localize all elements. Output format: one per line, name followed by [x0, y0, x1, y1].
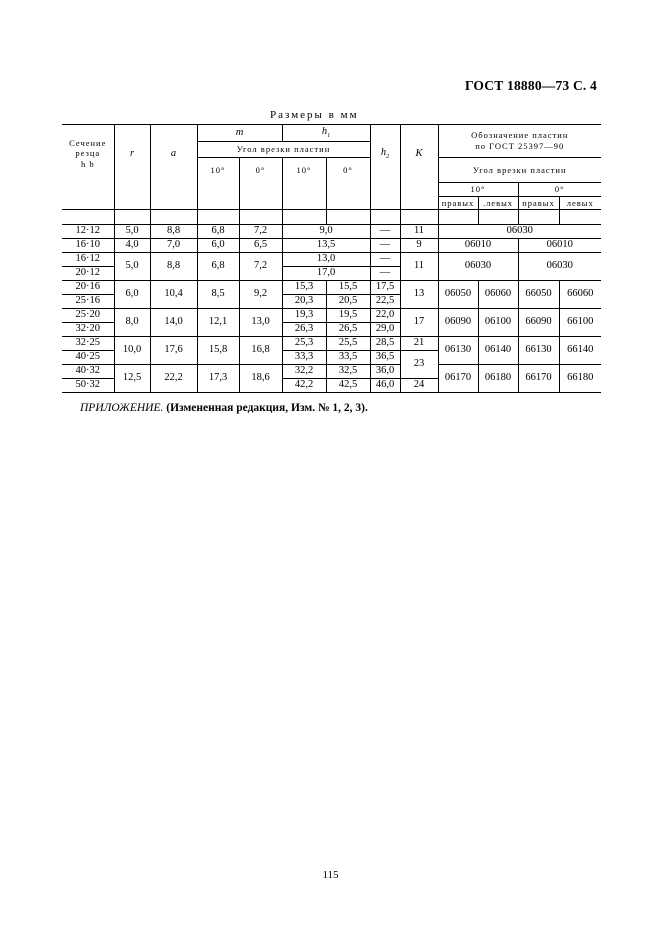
header-des-right2: правых	[518, 197, 559, 210]
page-number: 115	[322, 869, 339, 881]
header-m: m	[197, 125, 282, 142]
cell-k: 23	[400, 351, 438, 379]
table-row	[62, 239, 601, 253]
cell-h2: —	[370, 253, 400, 267]
header-angle: Угол врезки пластин	[197, 142, 370, 158]
cell-section: 20·16	[62, 281, 114, 295]
cell-des-d: 66180	[559, 365, 601, 393]
cell-des-d: 66060	[559, 281, 601, 309]
cell-a: 17,6	[150, 337, 197, 365]
cell-r: 5,0	[114, 253, 150, 281]
cell-des-a: 06050	[438, 281, 478, 309]
cell-des-a: 06170	[438, 365, 478, 393]
cell-section: 32·20	[62, 323, 114, 337]
cell-h1-10: 26,3	[282, 323, 326, 337]
cell-h2: 29,0	[370, 323, 400, 337]
cell-section: 25·20	[62, 309, 114, 323]
cell-r: 6,0	[114, 281, 150, 309]
header-des-10: 10°	[438, 183, 518, 197]
cell-a: 8,8	[150, 225, 197, 239]
cell-h2: 46,0	[370, 379, 400, 393]
table-row	[62, 365, 601, 379]
cell-section: 40·32	[62, 365, 114, 379]
cell-m0: 18,6	[239, 365, 282, 393]
header-h1: $h_1$	[282, 125, 370, 142]
cell-des-c: 66130	[518, 337, 559, 365]
header-r: r	[114, 125, 150, 183]
cell-h1-10: 42,2	[282, 379, 326, 393]
header-m-10: 10°	[197, 158, 239, 183]
header-k: K	[400, 125, 438, 183]
cell-h2: 36,5	[370, 351, 400, 365]
cell-h1: 9,0	[282, 225, 370, 239]
table-caption: Размеры в мм	[270, 109, 359, 121]
header-h1-10: 10°	[282, 158, 326, 183]
table-row	[62, 337, 601, 351]
cell-h2: —	[370, 267, 400, 281]
cell-r: 5,0	[114, 225, 150, 239]
cell-m0: 9,2	[239, 281, 282, 309]
cell-a: 8,8	[150, 253, 197, 281]
header-des-right: правых	[438, 197, 478, 210]
header-h2: $h_2$	[370, 125, 400, 183]
cell-section: 16·12	[62, 253, 114, 267]
cell-a: 22,2	[150, 365, 197, 393]
header-des-0: 0°	[518, 183, 601, 197]
cell-des-b: 06140	[478, 337, 518, 365]
cell-des-c: 66090	[518, 309, 559, 337]
cell-des-a: 06090	[438, 309, 478, 337]
cell-k: 9	[400, 239, 438, 253]
cell-h1: 13,0	[282, 253, 370, 267]
cell-designation: 06030	[438, 225, 601, 239]
cell-section: 16·10	[62, 239, 114, 253]
cell-des-b: 06060	[478, 281, 518, 309]
cell-h1: 13,5	[282, 239, 370, 253]
cell-h1-0: 32,5	[326, 365, 370, 379]
cell-h2: 36,0	[370, 365, 400, 379]
cell-des-a: 06130	[438, 337, 478, 365]
cell-section: 50·32	[62, 379, 114, 393]
header-a: a	[150, 125, 197, 183]
cell-h2: 22,0	[370, 309, 400, 323]
cell-h2: —	[370, 239, 400, 253]
cell-m0: 13,0	[239, 309, 282, 337]
cell-designation: 06010	[438, 239, 518, 253]
table-row	[62, 281, 601, 295]
cell-section: 12·12	[62, 225, 114, 239]
cell-des-c: 66170	[518, 365, 559, 393]
cell-r: 4,0	[114, 239, 150, 253]
cell-designation: 06030	[438, 253, 518, 281]
cell-m10: 12,1	[197, 309, 239, 337]
cell-r: 10,0	[114, 337, 150, 365]
cell-h1-10: 19,3	[282, 309, 326, 323]
cell-m10: 6,8	[197, 253, 239, 281]
cell-h1-10: 20,3	[282, 295, 326, 309]
table-row	[62, 225, 601, 239]
cell-r: 12,5	[114, 365, 150, 393]
appendix-note: ПРИЛОЖЕНИЕ. (Измененная редакция, Изм. № 1, 2, 3).	[80, 402, 368, 414]
cell-des-b: 06100	[478, 309, 518, 337]
cell-r: 8,0	[114, 309, 150, 337]
cell-h1-0: 42,5	[326, 379, 370, 393]
cell-h1-0: 19,5	[326, 309, 370, 323]
cell-h1-10: 32,2	[282, 365, 326, 379]
cell-h2: 28,5	[370, 337, 400, 351]
cell-h1-10: 25,3	[282, 337, 326, 351]
cell-designation: 06010	[518, 239, 601, 253]
cell-k: 24	[400, 379, 438, 393]
cell-h1: 17,0	[282, 267, 370, 281]
cell-m0: 7,2	[239, 225, 282, 239]
cell-h1-0: 20,5	[326, 295, 370, 309]
table-row	[62, 309, 601, 323]
cell-designation: 06030	[518, 253, 601, 281]
cell-des-d: 66140	[559, 337, 601, 365]
cell-m10: 6,0	[197, 239, 239, 253]
cell-m0: 7,2	[239, 253, 282, 281]
cell-section: 32·25	[62, 337, 114, 351]
cell-h1-10: 33,3	[282, 351, 326, 365]
cell-section: 40·25	[62, 351, 114, 365]
cell-h1-0: 15,5	[326, 281, 370, 295]
header-des-left2: левых	[559, 197, 601, 210]
cell-h2: 17,5	[370, 281, 400, 295]
cell-h1-0: 33,5	[326, 351, 370, 365]
cell-m10: 15,8	[197, 337, 239, 365]
cell-k: 17	[400, 309, 438, 337]
cell-m0: 6,5	[239, 239, 282, 253]
cell-des-d: 66100	[559, 309, 601, 337]
cell-h1-10: 15,3	[282, 281, 326, 295]
cell-a: 14,0	[150, 309, 197, 337]
cell-a: 7,0	[150, 239, 197, 253]
header-des-angle: Угол врезки пластин	[438, 158, 601, 183]
header-m-0: 0°	[239, 158, 282, 183]
cell-section: 20·12	[62, 267, 114, 281]
cell-m10: 6,8	[197, 225, 239, 239]
cell-m10: 8,5	[197, 281, 239, 309]
cell-des-b: 06180	[478, 365, 518, 393]
dimensions-table	[62, 124, 601, 393]
cell-k: 21	[400, 337, 438, 351]
cell-h2: 22,5	[370, 295, 400, 309]
cell-h1-0: 26,5	[326, 323, 370, 337]
cell-k: 11	[400, 225, 438, 239]
cell-m0: 16,8	[239, 337, 282, 365]
header-des-left: .левых	[478, 197, 518, 210]
header-designation: Обозначение пластин по ГОСТ 25397—90	[438, 125, 601, 158]
cell-k: 13	[400, 281, 438, 309]
header-h1-0: 0°	[326, 158, 370, 183]
cell-des-c: 66050	[518, 281, 559, 309]
cell-m10: 17,3	[197, 365, 239, 393]
table-row	[62, 253, 601, 267]
cell-section: 25·16	[62, 295, 114, 309]
cell-h2: —	[370, 225, 400, 239]
cell-k: 11	[400, 253, 438, 281]
cell-h1-0: 25,5	[326, 337, 370, 351]
document-header: ГОСТ 18880—73 С. 4	[464, 78, 597, 93]
header-section: Сечение резца h b	[62, 125, 114, 183]
cell-a: 10,4	[150, 281, 197, 309]
